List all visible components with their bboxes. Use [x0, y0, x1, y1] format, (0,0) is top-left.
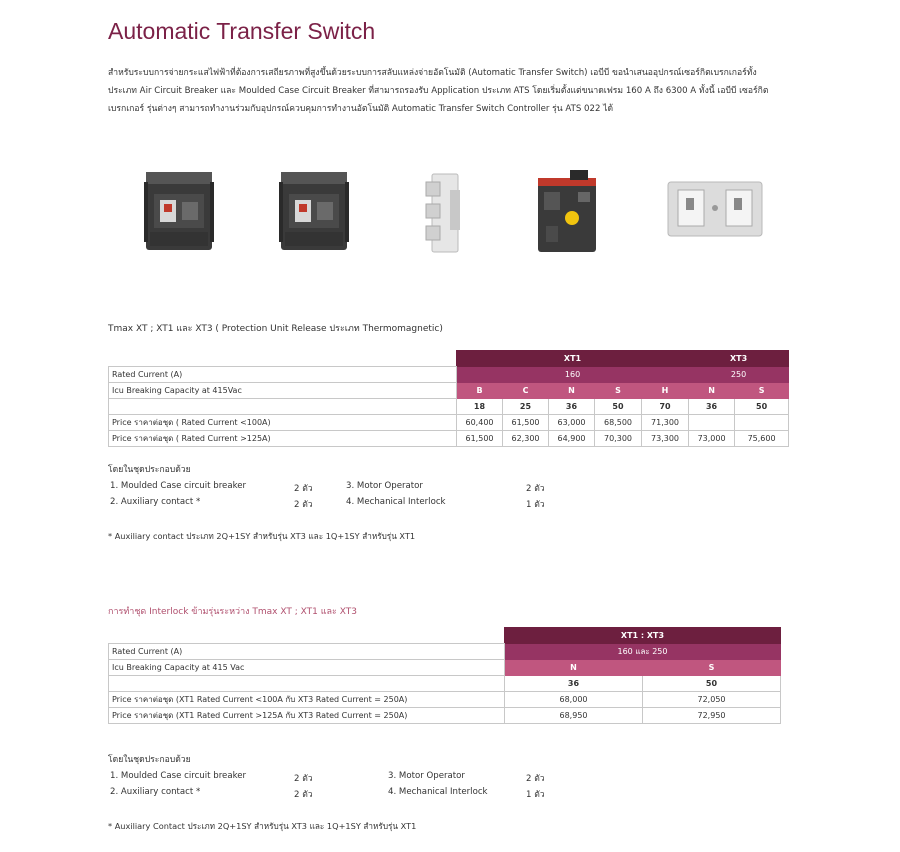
rated-current-row	[109, 644, 781, 660]
table-row	[109, 415, 789, 431]
rated-current-row	[109, 367, 789, 383]
price-cell: 68,500	[595, 415, 642, 431]
intro-paragraph: สำหรับระบบการจ่ายกระแสไฟฟ้าที่ต้องการเสถียรภาพที่สูงขึ้นด้วยระบบการสลับแหล่งจ่ายอัตโนมัติ (Automatic Transfer Switch) เอบีบี ขอนำเสนออุปกรณ์เซอร์กิตเบรกเกอร์ทั้งประเภท Air Circuit Breaker และ Moulded Case Circuit Breaker ที่สามารถรองรับ Application ประเภท ATS โดยเริ่มตั้งแต่ขนาดเฟรม 160 A ถึง 6300 A ทั้งนี้ เอบีบี เซอร์กิตเบรกเกอร์ รุ่นต่างๆ สามารถทำงานร่วมกับอุปกรณ์ควบคุมการทำงานอัตโนมัติ Automatic Transfer Switch Controller รุ่น ATS 022 ได้	[108, 68, 769, 114]
list-item: 1. Moulded Case circuit breaker	[110, 481, 247, 491]
icu-value: 50	[595, 399, 642, 415]
table-row	[109, 692, 781, 708]
page-title: Automatic Transfer Switch	[108, 18, 376, 44]
footnote-1: * Auxiliary contact ประเภท 2Q+1SY สำหรับรุ่น XT3 และ 1Q+1SY สำหรับรุ่น XT1	[108, 531, 416, 541]
breaking-capacity-code-row	[109, 383, 789, 399]
contents-heading: โดยในชุดประกอบด้วย	[108, 755, 191, 765]
list-item-qty: 2 ตัว	[294, 774, 313, 784]
price-cell: 63,000	[549, 415, 595, 431]
code-cell: S	[643, 660, 781, 676]
auxiliary-contact-image	[420, 170, 470, 256]
rated-current-xt1: 160	[457, 367, 689, 383]
rated-current-value: 160 และ 250	[505, 644, 781, 660]
contents-heading: โดยในชุดประกอบด้วย	[108, 465, 191, 475]
list-item-qty: 2 ตัว	[294, 790, 313, 800]
list-item: 3. Motor Operator	[346, 481, 423, 491]
price-cell: 68,950	[505, 708, 643, 724]
list-item: 3. Motor Operator	[388, 771, 465, 781]
price-cell: 61,500	[457, 431, 503, 447]
list-item: 1. Moulded Case circuit breaker	[110, 771, 247, 781]
price-table-xt1-xt3	[108, 350, 789, 447]
icu-value: 70	[642, 399, 689, 415]
price-cell: 61,500	[503, 415, 549, 431]
code-cell: N	[549, 383, 595, 399]
row-label: Price ราคาต่อชุด ( Rated Current <100A)	[109, 415, 457, 431]
row-label: Icu Breaking Capacity at 415 Vac	[109, 660, 505, 676]
mechanical-interlock-image	[664, 178, 766, 240]
price-cell: 64,900	[549, 431, 595, 447]
section2-subtitle: การทำชุด Interlock ข้ามรุ่นระหว่าง Tmax XT ; XT1 และ XT3	[108, 607, 357, 617]
table-row	[109, 431, 789, 447]
product-images	[0, 150, 900, 260]
list-item-qty: 2 ตัว	[294, 500, 313, 510]
price-cell: 62,300	[503, 431, 549, 447]
price-cell: 70,300	[595, 431, 642, 447]
row-label: Icu Breaking Capacity at 415Vac	[109, 383, 457, 399]
list-item-qty: 2 ตัว	[294, 484, 313, 494]
package-contents-1	[108, 462, 608, 512]
section1-subtitle: Tmax XT ; XT1 และ XT3 ( Protection Unit Release ประเภท Thermomagnetic)	[108, 324, 443, 334]
price-cell: 68,000	[505, 692, 643, 708]
code-cell: S	[595, 383, 642, 399]
list-item: 2. Auxiliary contact *	[110, 497, 201, 507]
price-cell: 72,950	[643, 708, 781, 724]
row-label: Rated Current (A)	[109, 644, 505, 660]
row-label: Price ราคาต่อชุด ( Rated Current >125A)	[109, 431, 457, 447]
table-header-row	[109, 351, 789, 367]
code-cell: S	[735, 383, 789, 399]
row-label: Price ราคาต่อชุด (XT1 Rated Current <100A กับ XT3 Rated Current = 250A)	[109, 692, 505, 708]
icu-value: 36	[549, 399, 595, 415]
icu-value: 36	[505, 676, 643, 692]
list-item-qty: 1 ตัว	[526, 790, 545, 800]
code-cell: N	[505, 660, 643, 676]
price-cell: 73,300	[642, 431, 689, 447]
price-table-interlock	[108, 627, 781, 724]
icu-value: 18	[457, 399, 503, 415]
motor-operator-image	[530, 164, 606, 256]
group-header-xt1: XT1	[457, 351, 689, 367]
rated-current-xt3: 250	[689, 367, 789, 383]
price-cell: 72,050	[643, 692, 781, 708]
moulded-case-breaker-image	[140, 162, 218, 254]
list-item-qty: 2 ตัว	[526, 484, 545, 494]
table-row	[109, 708, 781, 724]
price-cell: 60,400	[457, 415, 503, 431]
price-cell	[689, 415, 735, 431]
group-header-xt1-xt3: XT1 : XT3	[505, 628, 781, 644]
icu-value: 50	[643, 676, 781, 692]
price-cell: 75,600	[735, 431, 789, 447]
moulded-case-breaker-image	[275, 162, 353, 254]
list-item: 4. Mechanical Interlock	[346, 497, 446, 507]
code-cell: B	[457, 383, 503, 399]
list-item-qty: 1 ตัว	[526, 500, 545, 510]
list-item-qty: 2 ตัว	[526, 774, 545, 784]
price-cell	[735, 415, 789, 431]
list-item: 4. Mechanical Interlock	[388, 787, 488, 797]
footnote-2: * Auxiliary Contact ประเภท 2Q+1SY สำหรับรุ่น XT3 และ 1Q+1SY สำหรับรุ่น XT1	[108, 821, 417, 831]
table-header-row	[109, 628, 781, 644]
list-item: 2. Auxiliary contact *	[110, 787, 201, 797]
group-header-xt3: XT3	[689, 351, 789, 367]
breaking-capacity-code-row	[109, 660, 781, 676]
code-cell: N	[689, 383, 735, 399]
icu-value: 36	[689, 399, 735, 415]
code-cell: H	[642, 383, 689, 399]
row-label: Rated Current (A)	[109, 367, 457, 383]
breaking-capacity-value-row	[109, 676, 781, 692]
row-label: Price ราคาต่อชุด (XT1 Rated Current >125A กับ XT3 Rated Current = 250A)	[109, 708, 505, 724]
icu-value: 25	[503, 399, 549, 415]
price-cell: 73,000	[689, 431, 735, 447]
code-cell: C	[503, 383, 549, 399]
price-cell: 71,300	[642, 415, 689, 431]
package-contents-2	[108, 752, 608, 802]
icu-value: 50	[735, 399, 789, 415]
breaking-capacity-value-row	[109, 399, 789, 415]
